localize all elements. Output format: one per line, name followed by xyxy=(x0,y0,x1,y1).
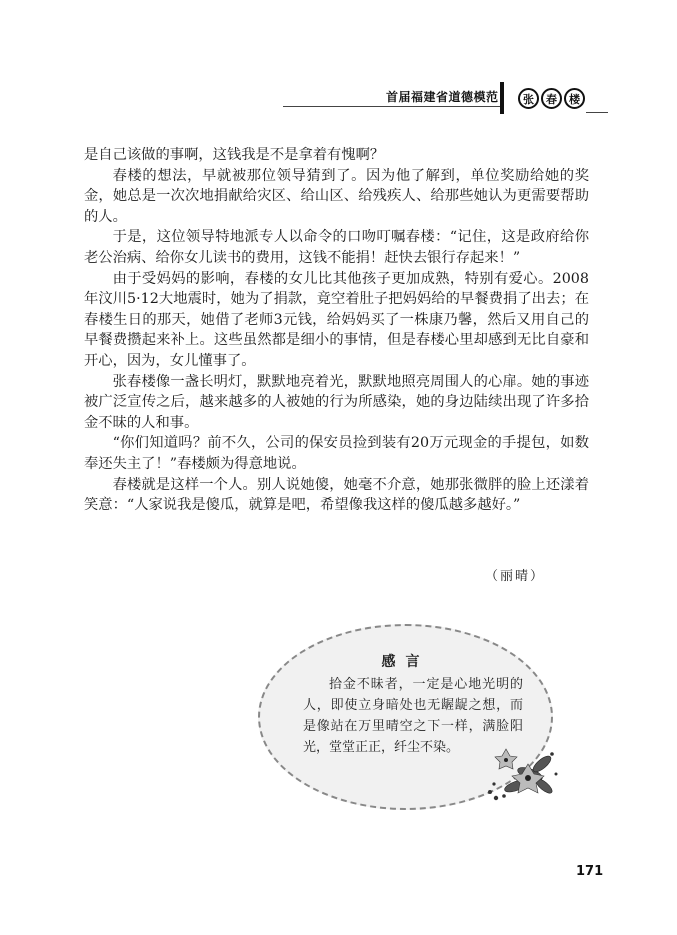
flower-decoration-icon xyxy=(482,744,562,806)
reflection-title: 感言 xyxy=(381,654,430,670)
name-badge: 楼 xyxy=(564,88,585,109)
article-body xyxy=(84,145,589,516)
paragraph: 由于受妈妈的影响，春楼的女儿比其他孩子更加成熟，特别有爱心。2008年汶川5·12大地震时，她为了捐款，竟空着肚子把妈妈给的早餐费捐了出去；在春楼生日的那天，她借了老师3元钱，给妈妈买了一株康乃馨，然后又用自己的早餐费攒起来补上。这些虽然都是细小的事情，但是春楼心里却感到无比自豪和开心，因为，女儿懂事了。 xyxy=(84,270,589,369)
paragraph: 春楼就是这样一个人。别人说她傻，她毫不介意，她那张微胖的脸上还漾着笑意：“人家说我是傻瓜，就算是吧，希望像我这样的傻瓜越多越好。” xyxy=(84,476,589,514)
paragraph: 张春楼像一盏长明灯，默默地亮着光，默默地照亮周围人的心扉。她的事迹被广泛宣传之后，越来越多的人被她的行为所感染，她的身边陆续出现了许多拾金不昧的人和事。 xyxy=(84,373,589,431)
name-badge: 张 xyxy=(518,88,539,109)
name-badges xyxy=(518,88,585,109)
page-number: 171 xyxy=(576,864,604,879)
header-divider-bar xyxy=(500,82,504,114)
paragraph: 于是，这位领导特地派专人以命令的口吻叮嘱春楼：“记住，这是政府给你老公治病、给你女儿读书的费用，这钱不能捐！赶快去银行存起来！” xyxy=(84,229,589,266)
header-rule-right xyxy=(586,112,608,113)
paragraph: 是自己该做的事啊，这钱我是不是拿着有愧啊？ xyxy=(84,147,385,163)
running-header-title: 首届福建省道德模范 xyxy=(386,90,499,104)
paragraph: “你们知道吗？前不久，公司的保安员捡到装有20万元现金的手提包，如数奉还失主了！”春楼颇为得意地说。 xyxy=(84,435,589,472)
paragraph: 春楼的想法，早就被那位领导猜到了。因为他了解到，单位奖励给她的奖金，她总是一次次地捐献给灾区、给山区、给残疾人、给那些她认为更需要帮助的人。 xyxy=(84,167,589,225)
reflection-text: 拾金不昧者，一定是心地光明的人，即使立身暗处也无龌龊之想，而是像站在万里晴空之下一样，满脸阳光，堂堂正正，纤尘不染。 xyxy=(303,677,523,755)
name-badge: 春 xyxy=(541,88,562,109)
header-rule xyxy=(283,106,500,107)
author-credit: （丽晴） xyxy=(485,569,546,584)
